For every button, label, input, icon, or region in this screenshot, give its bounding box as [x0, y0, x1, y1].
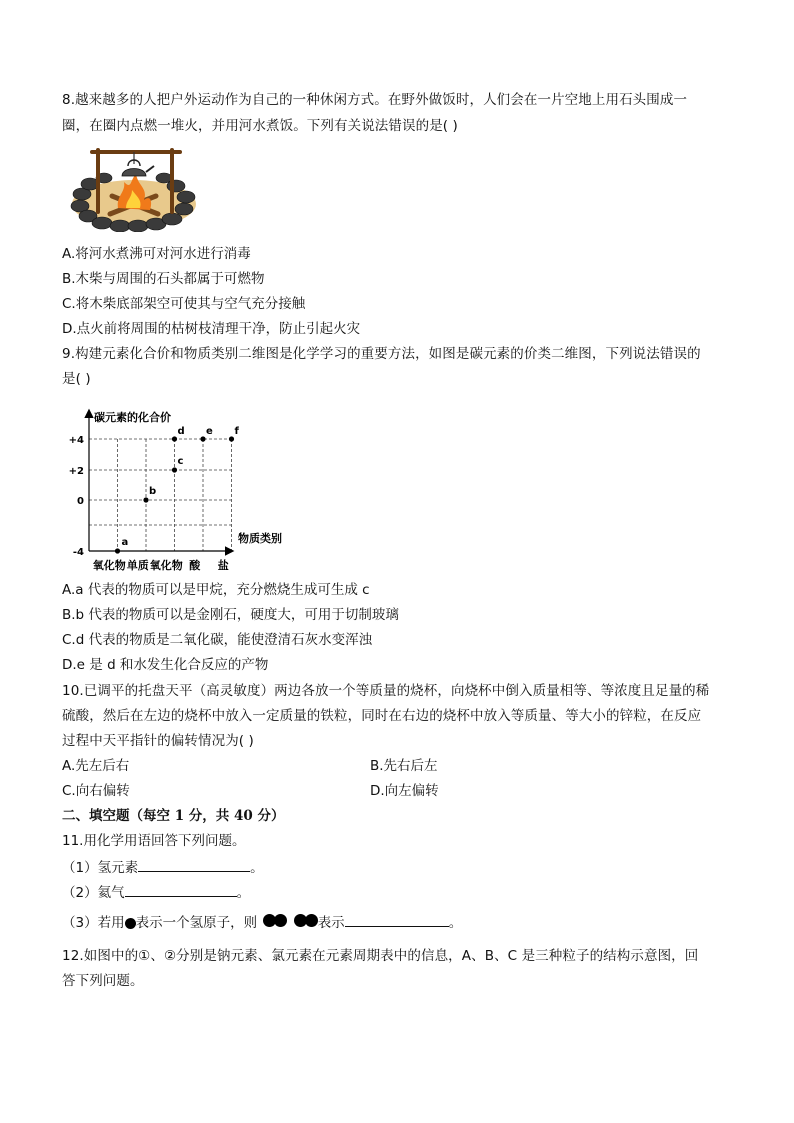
- q12-stem-line2: 答下列问题。: [62, 973, 144, 989]
- q10-option-b: B.先右后左: [370, 758, 438, 774]
- x-axis-label: 物质类别: [238, 532, 282, 545]
- q9-stem-line1: 9.构建元素化合价和物质类别二维图是化学学习的重要方法，如图是碳元素的价类二维图，下列说法错误的: [62, 346, 701, 362]
- hydrogen-molecule-icon: [263, 913, 285, 933]
- hydrogen-molecule-icon-2: [294, 913, 316, 933]
- data-point-e: [200, 436, 205, 441]
- q10-option-a: A.先左后右: [62, 758, 130, 774]
- q9-option-a: A.a 代表的物质可以是甲烷，充分燃烧生成可生成 c: [62, 582, 370, 598]
- x-category-label: 酸: [189, 559, 201, 572]
- data-point-label: a: [121, 537, 129, 548]
- q10-stem-line1: 10.已调平的托盘天平（高灵敏度）两边各放一个等质量的烧杯，向烧杯中倒入质量相等、等浓度且足量的稀: [62, 683, 710, 699]
- answer-blank-1[interactable]: [138, 857, 250, 872]
- data-point-label: b: [149, 486, 157, 497]
- y-tick-label: 0: [77, 496, 84, 507]
- q11-part3-mid: 表示一个氢原子，则: [135, 915, 258, 931]
- q11-part1: [62, 857, 264, 878]
- q12-stem-line1: 12.如图中的①、②分别是钠元素、氯元素在元素周期表中的信息，A、B、C 是三种粒子的结构示意图，回: [62, 948, 699, 964]
- q10-stem-line2: 硫酸，然后在左边的烧杯中放入一定质量的铁粒，同时在右边的烧杯中放入等质量、等大小的锌粒，在反应: [62, 708, 702, 724]
- q9-option-d: D.e 是 d 和水发生化合反应的产物: [62, 657, 269, 673]
- x-category-label: 单质: [126, 559, 149, 572]
- answer-blank-2[interactable]: [125, 882, 237, 897]
- q9-option-c: C.d 代表的物质是二氧化碳，能使澄清石灰水变浑浊: [62, 632, 373, 648]
- q10-option-d: D.向左偏转: [370, 783, 439, 799]
- carbon-valence-chart: [62, 405, 302, 575]
- q10-stem-line3: 过程中天平指针的偏转情况为( ): [62, 733, 254, 749]
- y-tick-label: +4: [68, 435, 84, 446]
- q11-part3: [62, 912, 462, 933]
- q11-part2: [62, 882, 250, 903]
- q11-part1-end: 。: [250, 860, 264, 876]
- y-tick-label: +2: [68, 466, 84, 477]
- section-title: 二、填空题（每空 1 分，共 40 分）: [62, 808, 285, 824]
- data-point-a: [115, 548, 120, 553]
- hydrogen-atom-icon: [125, 918, 136, 929]
- data-point-b: [143, 497, 148, 502]
- data-point-f: [229, 436, 234, 441]
- q11-stem: 11.用化学用语回答下列问题。: [62, 833, 246, 849]
- q9-option-b: B.b 代表的物质可以是金刚石，硬度大，可用于切制玻璃: [62, 607, 399, 623]
- data-point-d: [172, 436, 177, 441]
- q8-stem-line2: 圈，在圈内点燃一堆火，并用河水煮饭。下列有关说法错误的是( ): [62, 118, 458, 134]
- q11-part3-label: （3）若用: [62, 915, 125, 931]
- q11-part3-end: 。: [448, 915, 463, 931]
- data-point-label: e: [206, 426, 213, 437]
- answer-blank-3[interactable]: [345, 912, 449, 927]
- y-axis-label: 碳元素的化合价: [94, 411, 171, 424]
- data-point-c: [172, 467, 177, 472]
- x-category-label: 氧化物: [92, 559, 126, 572]
- x-category-label: 盐: [217, 559, 229, 572]
- q11-part2-label: （2）氦气: [62, 885, 125, 901]
- data-point-label: c: [177, 456, 184, 467]
- y-tick-label: -4: [72, 547, 84, 558]
- q10-option-c: C.向右偏转: [62, 783, 130, 799]
- chart-grid: [89, 439, 232, 551]
- q11-part1-label: （1）氢元素: [62, 860, 139, 876]
- q8-stem-line1: 8.越来越多的人把户外运动作为自己的一种休闲方式。在野外做饭时，人们会在一片空地上用石头围成一: [62, 92, 688, 108]
- data-point-label: f: [234, 426, 239, 437]
- q11-part3-after: 表示: [317, 915, 345, 931]
- q9-stem-line2: 是( ): [62, 371, 91, 387]
- q11-part2-end: 。: [236, 885, 251, 901]
- campfire-illustration: [68, 142, 200, 232]
- q8-option-d: D.点火前将周围的枯树枝清理干净，防止引起火灾: [62, 321, 361, 337]
- data-point-label: d: [177, 426, 185, 437]
- x-category-label: 氧化物: [149, 559, 183, 572]
- q8-option-c: C.将木柴底部架空可使其与空气充分接触: [62, 296, 306, 312]
- q8-option-a: A.将河水煮沸可对河水进行消毒: [62, 246, 251, 262]
- q8-option-b: B.木柴与周围的石头都属于可燃物: [62, 271, 265, 287]
